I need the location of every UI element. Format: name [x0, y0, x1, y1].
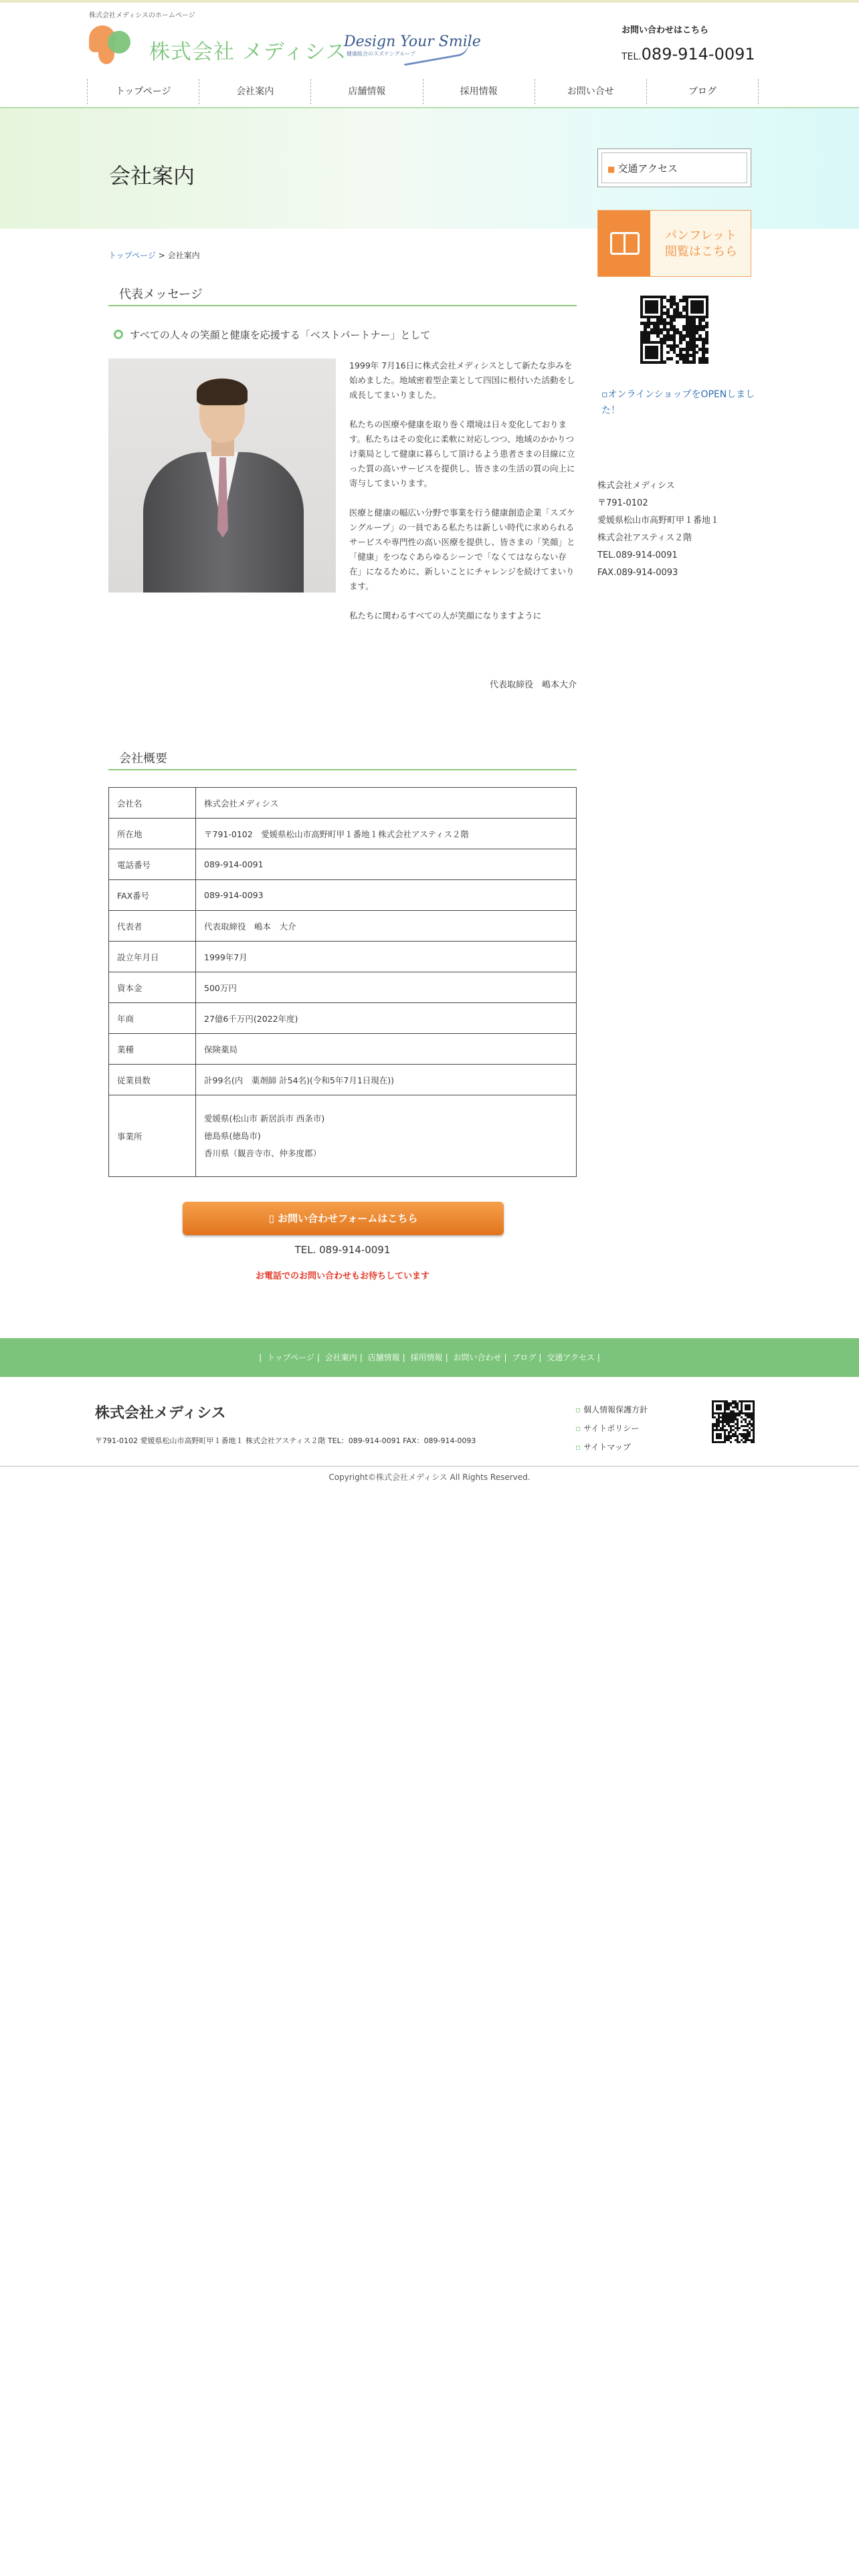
footer-nav-stores[interactable]: 店舗情報 — [367, 1353, 400, 1362]
square-bullet-icon: ■ — [607, 165, 615, 174]
pamphlet-banner[interactable]: パンフレット 閲覧はこちら — [597, 210, 751, 277]
table-row: 資本金 500万円 — [109, 972, 577, 1003]
table-row: 従業員数 計99名(内 薬剤師 計54名)(令和5年7月1日現在)) — [109, 1065, 577, 1095]
footer-nav-top[interactable]: トップページ — [266, 1353, 314, 1362]
site-tagline: 株式会社メディシスのホームページ — [89, 12, 195, 19]
circle-bullet-icon — [114, 330, 123, 339]
footer-nav-contact[interactable]: お問い合わせ — [453, 1353, 502, 1362]
table-row: 事業所 愛媛県(松山市 新居浜市 西条市) 徳島県(徳島市) 香川県（観音寺市、仲多度郡） — [109, 1095, 577, 1177]
footer-nav-access[interactable]: 交通アクセス — [547, 1353, 595, 1362]
top-accent-line — [0, 0, 859, 3]
header-contact — [622, 23, 755, 64]
header-tel[interactable]: TEL.089-914-0091 — [622, 45, 755, 64]
footer-nav-company[interactable]: 会社案内 — [324, 1353, 357, 1362]
qr-code — [712, 1400, 755, 1443]
table-row: 年商 27億6千万円(2022年度) — [109, 1003, 577, 1034]
footer-link-policy[interactable]: ▫ サイトポリシー — [575, 1424, 640, 1433]
table-row: 業種 保険薬局 — [109, 1034, 577, 1065]
breadcrumb-home[interactable]: トップページ — [108, 251, 156, 260]
nav-item-blog[interactable]: ブログ — [646, 79, 759, 104]
footer-nav-recruit[interactable]: 採用情報 — [410, 1353, 443, 1362]
logo-company-name: 株式会社 メディシス — [149, 40, 347, 64]
contact-form-button[interactable]: ▯ お問い合わせフォームはこちら — [183, 1202, 504, 1235]
footer-link-privacy[interactable]: ▫ 個人情報保護方針 — [575, 1405, 648, 1414]
footer-nav: | トップページ | 会社案内 | 店舗情報 | 採用情報 | お問い合わせ | ブログ | 交通アクセス | — [0, 1338, 859, 1377]
page-title: 会社案内 — [109, 163, 195, 189]
nav-item-recruit[interactable]: 採用情報 — [423, 79, 535, 104]
nav-item-top[interactable]: トップページ — [87, 79, 199, 104]
breadcrumb: トップページ > 会社案内 — [108, 251, 200, 260]
slogan-text: Design Your Smile — [344, 33, 481, 50]
copyright: Copyright©株式会社メディシス All Rights Reserved. — [328, 1473, 531, 1482]
footer-address: 〒791-0102 愛媛県松山市高野町甲１番地１ 株式会社アスティス２階 TEL：089-914-0091 FAX：089-914-0093 — [95, 1436, 476, 1445]
access-button[interactable]: ■ 交通アクセス — [597, 148, 751, 187]
global-nav — [87, 79, 759, 104]
footer-divider — [0, 1466, 859, 1467]
breadcrumb-current: 会社案内 — [167, 251, 200, 260]
company-overview-table — [108, 787, 577, 1177]
message-heading: 代表メッセージ — [108, 280, 577, 306]
company-logo[interactable] — [89, 25, 347, 67]
cta-note: お電話でのお問い合わせもお待ちしています — [255, 1271, 430, 1281]
footer-nav-blog[interactable]: ブログ — [512, 1353, 537, 1362]
square-bullet-icon: ▫ — [601, 389, 608, 400]
overview-heading: 会社概要 — [108, 744, 577, 770]
table-row: 代表者 代表取締役 嶋本 大介 — [109, 911, 577, 942]
slogan-subtext: 健康総合のスズケングループ — [347, 51, 415, 57]
footer-company-name: 株式会社メディシス — [95, 1405, 226, 1422]
footer-link-sitemap[interactable]: ▫ サイトマップ — [575, 1442, 631, 1452]
book-icon — [610, 232, 640, 255]
sidebar-company-info: 株式会社メディシス 〒791-0102 愛媛県松山市高野町甲１番地１ 株式会社アスティス２階 TEL.089-914-0091 FAX.089-914-0093 — [597, 481, 720, 578]
message-signature: 代表取締役 嶋本大介 — [489, 680, 577, 690]
table-row: 設立年月日 1999年7月 — [109, 942, 577, 972]
nav-item-stores[interactable]: 店舗情報 — [310, 79, 422, 104]
table-row: 所在地 〒791-0102 愛媛県松山市高野町甲１番地１株式会社アスティス２階 — [109, 819, 577, 849]
online-shop-link[interactable]: ▫オンラインショップをOPENしました！ — [601, 389, 755, 416]
message-subheading: すべての人々の笑顔と健康を応援する「ベストパートナー」として — [114, 328, 430, 342]
table-row: FAX番号 089-914-0093 — [109, 880, 577, 911]
slogan-logo — [344, 33, 481, 66]
nav-item-contact[interactable]: お問い合せ — [535, 79, 646, 104]
cta-tel[interactable]: TEL. 089-914-0091 — [294, 1244, 391, 1256]
table-row: 電話番号 089-914-0091 — [109, 849, 577, 880]
president-photo — [108, 358, 336, 593]
qr-code — [640, 296, 708, 364]
footer-links — [575, 1400, 648, 1457]
message-body: 1999年 7月16日に株式会社メディシスとして新たな歩みを始めました。地域密着型企業として四国に根付いた活動をし成長してまいりました。 私たちの医療や健康を取り巻く環境は日々変化しております。私たちはその変化に柔軟に対応しつつ、地域のかかりつけ薬局として健康に暮らして頂けるよう患者さまの目線に立った質の高いサービスを提供し、皆さまの生活の質の向上に寄与してまいります。 医療と健康の幅広い分野で事業を行う健康創造企業「スズケングループ」の一員である私たちは新しい時代に求められるサービスや専門性の高い医療を提供し、皆さまの「笑顔」と「健康」をつなぐあらゆるシーンで「なくてはならない存在」になるために、新しいことにチャレンジを続けてまいります。 私たちに関わるすべての人が笑顔になりますように — [349, 360, 575, 621]
nav-item-company[interactable]: 会社案内 — [199, 79, 310, 104]
header-contact-label: お問い合わせはこちら — [622, 25, 709, 35]
table-row: 会社名 株式会社メディシス — [109, 788, 577, 819]
